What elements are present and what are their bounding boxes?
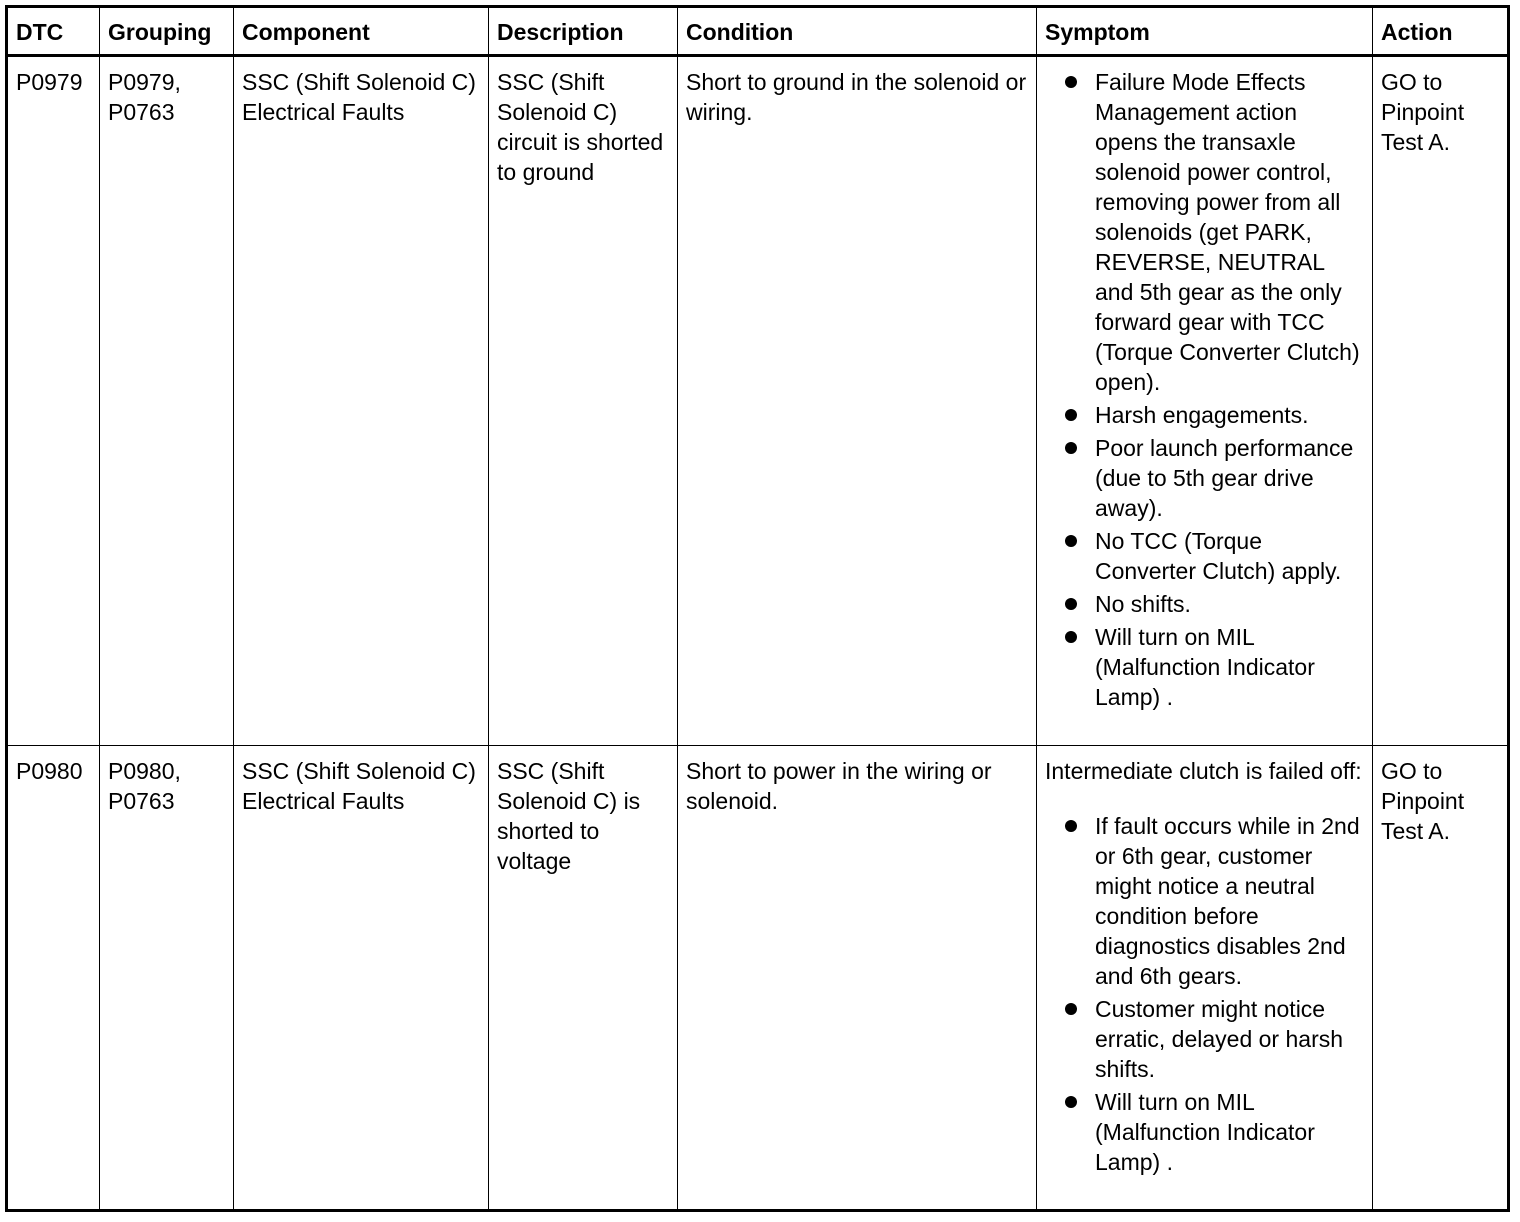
symptom-text: Customer might notice erratic, delayed or harsh shifts. <box>1095 996 1344 1082</box>
symptom-item <box>1045 526 1364 586</box>
symptom-item <box>1045 622 1364 712</box>
symptom-text: Poor launch performance (due to 5th gear drive away). <box>1095 435 1354 521</box>
header-component: Component <box>234 7 489 56</box>
cell-description: SSC (Shift Solenoid C) is shorted to voltage <box>489 746 678 1211</box>
cell-description: SSC (Shift Solenoid C) circuit is shorted to ground <box>489 56 678 746</box>
symptom-list <box>1045 67 1364 712</box>
cell-dtc: P0979 <box>7 56 100 746</box>
bullet-icon <box>1065 598 1077 610</box>
cell-condition: Short to power in the wiring or solenoid. <box>678 746 1037 1211</box>
symptom-item <box>1045 994 1364 1084</box>
cell-action: GO to Pinpoint Test A. <box>1373 56 1509 746</box>
dtc-table <box>5 5 1510 1212</box>
bullet-icon <box>1065 442 1077 454</box>
symptom-text: No shifts. <box>1095 591 1191 617</box>
cell-grouping: P0980, P0763 <box>100 746 234 1211</box>
header-dtc: DTC <box>7 7 100 56</box>
header-description: Description <box>489 7 678 56</box>
cell-condition: Short to ground in the solenoid or wiring. <box>678 56 1037 746</box>
bullet-icon <box>1065 1003 1077 1015</box>
symptom-text: Will turn on MIL (Malfunction Indicator Lamp) . <box>1095 624 1315 710</box>
symptom-text: If fault occurs while in 2nd or 6th gear, customer might notice a neutral condition before diagnostics disables 2nd and 6th gears. <box>1095 813 1360 989</box>
bullet-icon <box>1065 409 1077 421</box>
symptom-intro: Intermediate clutch is failed off: <box>1045 758 1362 784</box>
symptom-item <box>1045 1087 1364 1177</box>
header-condition: Condition <box>678 7 1037 56</box>
symptom-item <box>1045 589 1364 619</box>
symptom-text: Harsh engagements. <box>1095 402 1309 428</box>
symptom-item <box>1045 433 1364 523</box>
cell-component: SSC (Shift Solenoid C) Electrical Faults <box>234 746 489 1211</box>
table-row <box>7 56 1509 746</box>
cell-symptom <box>1037 746 1373 1211</box>
symptom-list <box>1045 811 1364 1177</box>
cell-dtc: P0980 <box>7 746 100 1211</box>
cell-grouping: P0979, P0763 <box>100 56 234 746</box>
header-action: Action <box>1373 7 1509 56</box>
cell-symptom <box>1037 56 1373 746</box>
symptom-text: No TCC (Torque Converter Clutch) apply. <box>1095 528 1342 584</box>
cell-action: GO to Pinpoint Test A. <box>1373 746 1509 1211</box>
bullet-icon <box>1065 535 1077 547</box>
header-symptom: Symptom <box>1037 7 1373 56</box>
header-grouping: Grouping <box>100 7 234 56</box>
symptom-item <box>1045 400 1364 430</box>
bullet-icon <box>1065 1096 1077 1108</box>
bullet-icon <box>1065 820 1077 832</box>
bullet-icon <box>1065 631 1077 643</box>
symptom-item <box>1045 67 1364 397</box>
cell-component: SSC (Shift Solenoid C) Electrical Faults <box>234 56 489 746</box>
symptom-item <box>1045 811 1364 991</box>
bullet-icon <box>1065 76 1077 88</box>
table-header-row <box>7 7 1509 56</box>
symptom-text: Will turn on MIL (Malfunction Indicator Lamp) . <box>1095 1089 1315 1175</box>
symptom-text: Failure Mode Effects Management action opens the transaxle solenoid power control, removing power from all solenoids (get PARK, REVERSE, NEUTRAL and 5th gear as the only forward gear with TCC (Torque Converter Clutch) open). <box>1095 69 1360 395</box>
table-row <box>7 746 1509 1211</box>
